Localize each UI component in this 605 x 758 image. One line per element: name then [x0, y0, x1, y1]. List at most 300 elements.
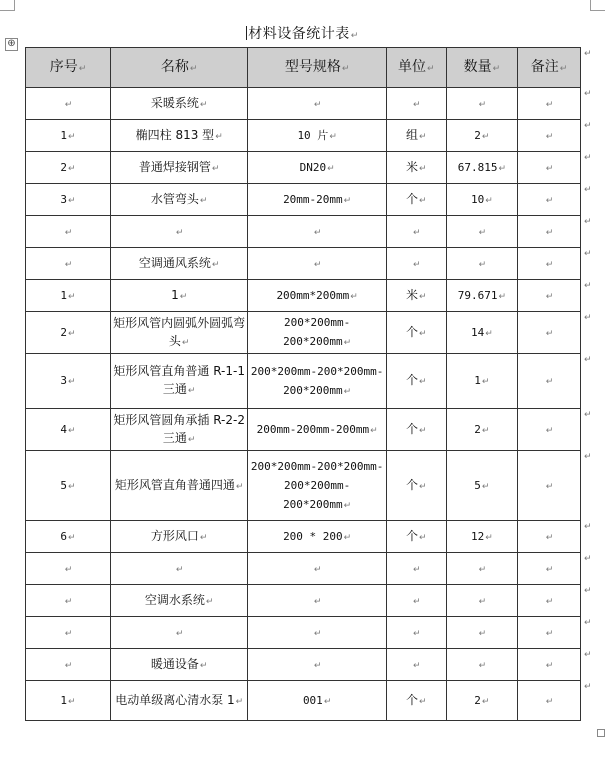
cell-end-mark-icon: ↵ — [64, 227, 73, 238]
cell-unit[interactable] — [386, 216, 446, 248]
cell-text: 2 — [474, 693, 481, 707]
cell-text: 3 — [60, 374, 68, 387]
cell-spec[interactable] — [248, 152, 386, 184]
header-unit[interactable] — [386, 48, 446, 88]
cell-end-mark-icon: ↵ — [313, 596, 322, 607]
cell-text: 米 — [406, 287, 419, 302]
cell-end-mark-icon: ↵ — [64, 628, 73, 639]
cell-end-mark-icon: ↵ — [68, 291, 76, 302]
cell-end-mark-icon: ↵ — [559, 63, 568, 74]
cell-spec[interactable] — [248, 585, 386, 617]
cell-end-mark-icon: ↵ — [478, 564, 487, 575]
cell-unit[interactable] — [386, 184, 446, 216]
cell-end-mark-icon: ↵ — [68, 377, 76, 387]
cell-end-mark-icon: ↵ — [478, 259, 487, 270]
cell-end-mark-icon: ↵ — [545, 195, 554, 206]
cell-name[interactable] — [110, 649, 247, 681]
cell-unit[interactable] — [386, 409, 446, 451]
cell-text: 200mm-200mm-200mm — [256, 422, 370, 436]
cell-end-mark-icon: ↵ — [413, 259, 421, 270]
cell-seq[interactable] — [26, 216, 111, 248]
cell-qty[interactable] — [446, 88, 517, 120]
cell-end-mark-icon: ↵ — [498, 163, 506, 174]
cell-qty[interactable] — [446, 451, 517, 521]
cell-text: 矩形风管圆角承插 R-2-2 三通 — [113, 412, 245, 445]
row-end-mark-icon: ↵ — [584, 682, 592, 692]
row-end-mark-icon: ↵ — [584, 410, 592, 420]
cell-unit[interactable] — [386, 88, 446, 120]
cell-end-mark-icon: ↵ — [343, 338, 352, 348]
cell-name[interactable] — [110, 585, 247, 617]
cell-end-mark-icon: ↵ — [64, 596, 73, 607]
cell-end-mark-icon: ↵ — [485, 532, 493, 543]
cell-end-mark-icon: ↵ — [545, 425, 554, 436]
cell-spec[interactable] — [248, 120, 386, 152]
table-row — [26, 354, 581, 409]
cell-text: 12 — [470, 529, 485, 543]
cell-end-mark-icon: ↵ — [175, 628, 184, 639]
cell-text: 矩形风管直角普通四通 — [114, 477, 235, 492]
cell-end-mark-icon: ↵ — [478, 99, 487, 110]
header-label: 数量 — [463, 58, 492, 75]
cell-end-mark-icon: ↵ — [545, 163, 554, 174]
cell-unit[interactable] — [386, 681, 446, 721]
cell-qty[interactable] — [446, 681, 517, 721]
cell-end-mark-icon: ↵ — [68, 195, 76, 206]
cell-note[interactable] — [518, 216, 581, 248]
cell-text: 个 — [406, 191, 419, 206]
cell-text: 1 — [171, 287, 179, 302]
cell-seq[interactable] — [26, 152, 111, 184]
cell-spec[interactable] — [248, 451, 386, 521]
cell-name[interactable] — [110, 451, 247, 521]
cell-seq[interactable] — [26, 521, 111, 553]
cell-end-mark-icon: ↵ — [545, 131, 554, 142]
cell-seq[interactable] — [26, 248, 111, 280]
cell-seq[interactable] — [26, 312, 111, 354]
table-row — [26, 409, 581, 451]
cell-end-mark-icon: ↵ — [478, 628, 487, 639]
cell-note[interactable] — [518, 120, 581, 152]
cell-text: 米 — [406, 159, 419, 174]
cell-note[interactable] — [518, 248, 581, 280]
cell-text: 空调水系统 — [144, 592, 205, 607]
paragraph-mark-icon: ↵ — [350, 31, 359, 41]
cell-name[interactable] — [110, 521, 247, 553]
row-end-mark-icon: ↵ — [584, 153, 592, 163]
cell-end-mark-icon: ↵ — [199, 99, 208, 110]
header-note[interactable] — [518, 48, 581, 88]
row-end-mark-icon: ↵ — [584, 249, 592, 259]
cell-text: 1 — [60, 288, 68, 302]
cell-text: 67.815 — [457, 160, 498, 174]
cell-note[interactable] — [518, 451, 581, 521]
cell-text: 个 — [406, 528, 419, 543]
cell-name[interactable] — [110, 248, 247, 280]
cell-note[interactable] — [518, 312, 581, 354]
cell-end-mark-icon: ↵ — [64, 564, 73, 575]
cell-unit[interactable] — [386, 521, 446, 553]
row-end-mark-icon: ↵ — [584, 355, 592, 365]
cell-text: 个 — [406, 324, 419, 339]
row-end-mark-icon: ↵ — [584, 650, 592, 660]
row-end-mark-icon: ↵ — [584, 554, 592, 564]
cell-text: 水管弯头 — [150, 191, 199, 206]
cell-text: 个 — [406, 692, 419, 707]
document-title[interactable] — [0, 23, 605, 43]
materials-table — [25, 47, 581, 721]
cell-unit[interactable] — [386, 120, 446, 152]
cell-end-mark-icon: ↵ — [419, 131, 427, 142]
cell-note[interactable] — [518, 184, 581, 216]
row-end-mark-icon: ↵ — [584, 121, 592, 131]
cell-seq[interactable] — [26, 681, 111, 721]
cell-text: 普通焊接钢管 — [138, 159, 211, 174]
table-row — [26, 152, 581, 184]
cell-end-mark-icon: ↵ — [492, 63, 501, 74]
cell-spec[interactable] — [248, 649, 386, 681]
cell-end-mark-icon: ↵ — [187, 434, 196, 445]
cell-text: 2 — [474, 422, 481, 436]
cell-seq[interactable] — [26, 617, 111, 649]
table-move-handle-icon[interactable]: ⊕ — [5, 38, 18, 51]
row-end-mark-icon: ↵ — [584, 217, 592, 227]
cell-end-mark-icon: ↵ — [545, 596, 554, 607]
cell-text: 采暖系统 — [150, 95, 199, 110]
cell-unit[interactable] — [386, 451, 446, 521]
cell-text: 4 — [60, 422, 68, 436]
cell-unit[interactable] — [386, 280, 446, 312]
cell-text: 6 — [60, 529, 68, 543]
cell-end-mark-icon: ↵ — [545, 532, 554, 543]
cell-qty[interactable] — [446, 248, 517, 280]
cell-end-mark-icon: ↵ — [175, 227, 184, 238]
header-label: 单位 — [398, 58, 427, 75]
cell-end-mark-icon: ↵ — [545, 564, 554, 575]
table-row — [26, 451, 581, 521]
cell-text: 矩形风管内圆弧外圆弧弯头 — [113, 315, 246, 348]
cell-text: 矩形风管直角普通 R-1-1 三通 — [113, 364, 245, 396]
cell-name[interactable] — [110, 409, 247, 451]
cell-end-mark-icon: ↵ — [413, 596, 421, 607]
cell-end-mark-icon: ↵ — [481, 425, 490, 436]
cell-end-mark-icon: ↵ — [68, 532, 76, 543]
cell-name[interactable] — [110, 152, 247, 184]
cell-end-mark-icon: ↵ — [350, 291, 358, 302]
cell-text: 个 — [406, 477, 419, 492]
row-end-mark-icon: ↵ — [584, 618, 592, 628]
cell-seq[interactable] — [26, 88, 111, 120]
cell-qty[interactable] — [446, 312, 517, 354]
cell-note[interactable] — [518, 521, 581, 553]
cell-text: 电动单级离心清水泵 1 — [115, 692, 235, 707]
cell-end-mark-icon: ↵ — [205, 596, 214, 607]
cell-end-mark-icon: ↵ — [78, 63, 87, 74]
cell-end-mark-icon: ↵ — [545, 99, 554, 110]
cell-end-mark-icon: ↵ — [189, 63, 198, 74]
cell-spec[interactable] — [248, 617, 386, 649]
cell-text: 暖通设备 — [150, 656, 199, 671]
cell-spec[interactable] — [248, 88, 386, 120]
cell-end-mark-icon: ↵ — [68, 328, 76, 339]
cell-end-mark-icon: ↵ — [179, 291, 188, 302]
cell-end-mark-icon: ↵ — [481, 696, 490, 707]
cell-end-mark-icon: ↵ — [545, 481, 554, 492]
cell-end-mark-icon: ↵ — [370, 425, 378, 436]
cell-spec[interactable] — [248, 280, 386, 312]
cell-text: 1 — [474, 374, 481, 387]
cell-end-mark-icon: ↵ — [313, 628, 322, 639]
title-text: 材料设备统计表 — [248, 26, 350, 42]
cell-note[interactable] — [518, 681, 581, 721]
cell-name[interactable] — [110, 120, 247, 152]
cell-text: 200 * 200 — [283, 529, 343, 543]
cell-text: 200*200mm-200*200mm-200*200mm-200*200mm — [250, 459, 384, 511]
cell-text: 10 片 — [297, 128, 329, 142]
cell-spec[interactable] — [248, 184, 386, 216]
cell-end-mark-icon: ↵ — [545, 259, 554, 270]
cell-seq[interactable] — [26, 585, 111, 617]
cell-end-mark-icon: ↵ — [498, 291, 506, 302]
cell-note[interactable] — [518, 409, 581, 451]
cell-spec[interactable] — [248, 409, 386, 451]
cell-qty[interactable] — [446, 649, 517, 681]
cell-seq[interactable] — [26, 120, 111, 152]
cell-text: 5 — [474, 478, 481, 492]
cell-seq[interactable] — [26, 280, 111, 312]
cell-end-mark-icon: ↵ — [313, 259, 322, 270]
cell-end-mark-icon: ↵ — [64, 660, 73, 671]
cell-name[interactable] — [110, 681, 247, 721]
cell-end-mark-icon: ↵ — [343, 195, 352, 206]
header-seq[interactable] — [26, 48, 111, 88]
table-row — [26, 184, 581, 216]
table-row — [26, 248, 581, 280]
cell-end-mark-icon: ↵ — [199, 660, 208, 671]
cell-end-mark-icon: ↵ — [419, 696, 427, 707]
cell-text: 20mm-20mm — [283, 192, 343, 206]
row-end-mark-icon: ↵ — [584, 313, 592, 323]
table-header-row — [26, 48, 581, 88]
cell-note[interactable] — [518, 617, 581, 649]
cell-name[interactable] — [110, 312, 247, 354]
cell-qty[interactable] — [446, 216, 517, 248]
cell-end-mark-icon: ↵ — [313, 564, 322, 575]
cell-end-mark-icon: ↵ — [187, 386, 196, 396]
cell-end-mark-icon: ↵ — [419, 532, 427, 543]
cell-note[interactable] — [518, 354, 581, 409]
cell-spec[interactable] — [248, 681, 386, 721]
cell-text: 个 — [406, 421, 419, 436]
table-row — [26, 649, 581, 681]
cell-unit[interactable] — [386, 585, 446, 617]
cell-name[interactable] — [110, 354, 247, 409]
cell-text: 组 — [406, 127, 419, 142]
cell-text: DN20 — [299, 160, 327, 174]
cell-end-mark-icon: ↵ — [211, 163, 220, 174]
cell-unit[interactable] — [386, 553, 446, 585]
cell-end-mark-icon: ↵ — [419, 328, 427, 339]
cell-text: 3 — [60, 192, 68, 206]
cell-note[interactable] — [518, 585, 581, 617]
cell-end-mark-icon: ↵ — [419, 481, 427, 492]
cell-end-mark-icon: ↵ — [343, 500, 352, 511]
cell-qty[interactable] — [446, 184, 517, 216]
cell-spec[interactable] — [248, 521, 386, 553]
cell-end-mark-icon: ↵ — [419, 291, 427, 302]
cell-text: 方形风口 — [150, 528, 199, 543]
cell-qty[interactable] — [446, 120, 517, 152]
cell-end-mark-icon: ↵ — [68, 131, 76, 142]
cell-name[interactable] — [110, 617, 247, 649]
cell-end-mark-icon: ↵ — [545, 328, 554, 339]
header-label: 序号 — [49, 58, 78, 75]
cell-text: 2 — [60, 325, 68, 339]
cell-end-mark-icon: ↵ — [413, 227, 421, 238]
cell-end-mark-icon: ↵ — [64, 99, 73, 110]
cell-spec[interactable] — [248, 248, 386, 280]
header-label: 备注 — [530, 58, 559, 75]
cell-end-mark-icon: ↵ — [485, 328, 493, 339]
cell-end-mark-icon: ↵ — [419, 377, 427, 387]
cell-seq[interactable] — [26, 354, 111, 409]
cell-name[interactable] — [110, 216, 247, 248]
cell-end-mark-icon: ↵ — [419, 195, 427, 206]
cell-end-mark-icon: ↵ — [343, 386, 352, 397]
cell-end-mark-icon: ↵ — [419, 425, 427, 436]
cell-end-mark-icon: ↵ — [413, 660, 421, 671]
cell-end-mark-icon: ↵ — [68, 163, 76, 174]
cell-seq[interactable] — [26, 451, 111, 521]
cell-text: 2 — [60, 160, 68, 174]
cell-seq[interactable] — [26, 409, 111, 451]
cell-end-mark-icon: ↵ — [481, 481, 490, 492]
cell-end-mark-icon: ↵ — [329, 131, 337, 142]
cell-text: 14 — [470, 325, 485, 339]
cell-end-mark-icon: ↵ — [181, 337, 190, 348]
cell-end-mark-icon: ↵ — [211, 259, 220, 270]
cell-qty[interactable] — [446, 152, 517, 184]
cell-name[interactable] — [110, 553, 247, 585]
cell-unit[interactable] — [386, 649, 446, 681]
page-corner-top-left — [0, 0, 15, 11]
row-end-mark-icon: ↵ — [584, 452, 592, 462]
table-resize-handle[interactable] — [597, 729, 605, 737]
header-qty[interactable] — [446, 48, 517, 88]
cell-end-mark-icon: ↵ — [419, 163, 427, 174]
cell-seq[interactable] — [26, 553, 111, 585]
cell-note[interactable] — [518, 553, 581, 585]
header-label: 名称 — [160, 58, 189, 75]
cell-name[interactable] — [110, 184, 247, 216]
cell-end-mark-icon: ↵ — [478, 596, 487, 607]
table-body — [26, 88, 581, 721]
cell-text: 个 — [406, 373, 419, 387]
table-row — [26, 88, 581, 120]
cell-end-mark-icon: ↵ — [545, 227, 554, 238]
cell-unit[interactable] — [386, 312, 446, 354]
cell-text: 001 — [302, 693, 323, 707]
cell-end-mark-icon: ↵ — [327, 163, 335, 174]
cell-text: 椭四柱 813 型 — [135, 127, 215, 142]
table-row — [26, 585, 581, 617]
row-end-mark-icon: ↵ — [584, 522, 592, 532]
cell-unit[interactable] — [386, 354, 446, 409]
row-end-mark-icon: ↵ — [584, 185, 592, 195]
cell-seq[interactable] — [26, 184, 111, 216]
cell-end-mark-icon: ↵ — [545, 291, 554, 302]
cell-end-mark-icon: ↵ — [341, 63, 350, 74]
cell-end-mark-icon: ↵ — [545, 660, 554, 671]
cell-note[interactable] — [518, 280, 581, 312]
cell-text: 1 — [60, 128, 68, 142]
cell-end-mark-icon: ↵ — [215, 131, 223, 142]
cell-text: 200mm*200mm — [276, 288, 350, 302]
cell-unit[interactable] — [386, 248, 446, 280]
header-name[interactable] — [110, 48, 247, 88]
cell-name[interactable] — [110, 88, 247, 120]
table-row — [26, 312, 581, 354]
cell-end-mark-icon: ↵ — [68, 481, 76, 492]
cell-qty[interactable] — [446, 553, 517, 585]
cell-spec[interactable] — [248, 354, 386, 409]
cell-text: 2 — [474, 128, 481, 142]
cell-end-mark-icon: ↵ — [313, 227, 322, 238]
cell-end-mark-icon: ↵ — [323, 696, 332, 707]
cell-end-mark-icon: ↵ — [427, 63, 435, 74]
header-spec[interactable] — [248, 48, 386, 88]
cell-qty[interactable] — [446, 585, 517, 617]
cell-end-mark-icon: ↵ — [235, 481, 244, 492]
cell-qty[interactable] — [446, 521, 517, 553]
cell-end-mark-icon: ↵ — [478, 227, 487, 238]
cell-spec[interactable] — [248, 553, 386, 585]
cell-seq[interactable] — [26, 649, 111, 681]
cell-unit[interactable] — [386, 152, 446, 184]
cell-end-mark-icon: ↵ — [545, 377, 554, 387]
row-end-mark-icon: ↵ — [584, 586, 592, 596]
cell-end-mark-icon: ↵ — [235, 696, 244, 707]
cell-end-mark-icon: ↵ — [68, 696, 76, 707]
cell-note[interactable] — [518, 88, 581, 120]
cell-note[interactable] — [518, 152, 581, 184]
cell-name[interactable] — [110, 280, 247, 312]
cell-qty[interactable] — [446, 409, 517, 451]
cell-unit[interactable] — [386, 617, 446, 649]
cell-end-mark-icon: ↵ — [485, 195, 493, 206]
cell-spec[interactable] — [248, 312, 386, 354]
table-row — [26, 120, 581, 152]
cell-qty[interactable] — [446, 280, 517, 312]
cell-end-mark-icon: ↵ — [313, 660, 322, 671]
header-label: 型号规格 — [284, 58, 341, 75]
cell-spec[interactable] — [248, 216, 386, 248]
row-end-mark-icon: ↵ — [584, 49, 592, 59]
cell-end-mark-icon: ↵ — [68, 425, 76, 436]
cell-end-mark-icon: ↵ — [481, 377, 490, 387]
cell-end-mark-icon: ↵ — [313, 99, 322, 110]
cell-end-mark-icon: ↵ — [478, 660, 487, 671]
cell-note[interactable] — [518, 649, 581, 681]
cell-text: 空调通风系统 — [138, 255, 211, 270]
cell-text: 200*200mm-200*200mm — [283, 316, 351, 348]
cell-qty[interactable] — [446, 354, 517, 409]
cell-end-mark-icon: ↵ — [413, 628, 421, 639]
cell-text: 5 — [60, 478, 68, 492]
cell-qty[interactable] — [446, 617, 517, 649]
cell-end-mark-icon: ↵ — [545, 628, 554, 639]
page-corner-top-right — [590, 0, 605, 11]
